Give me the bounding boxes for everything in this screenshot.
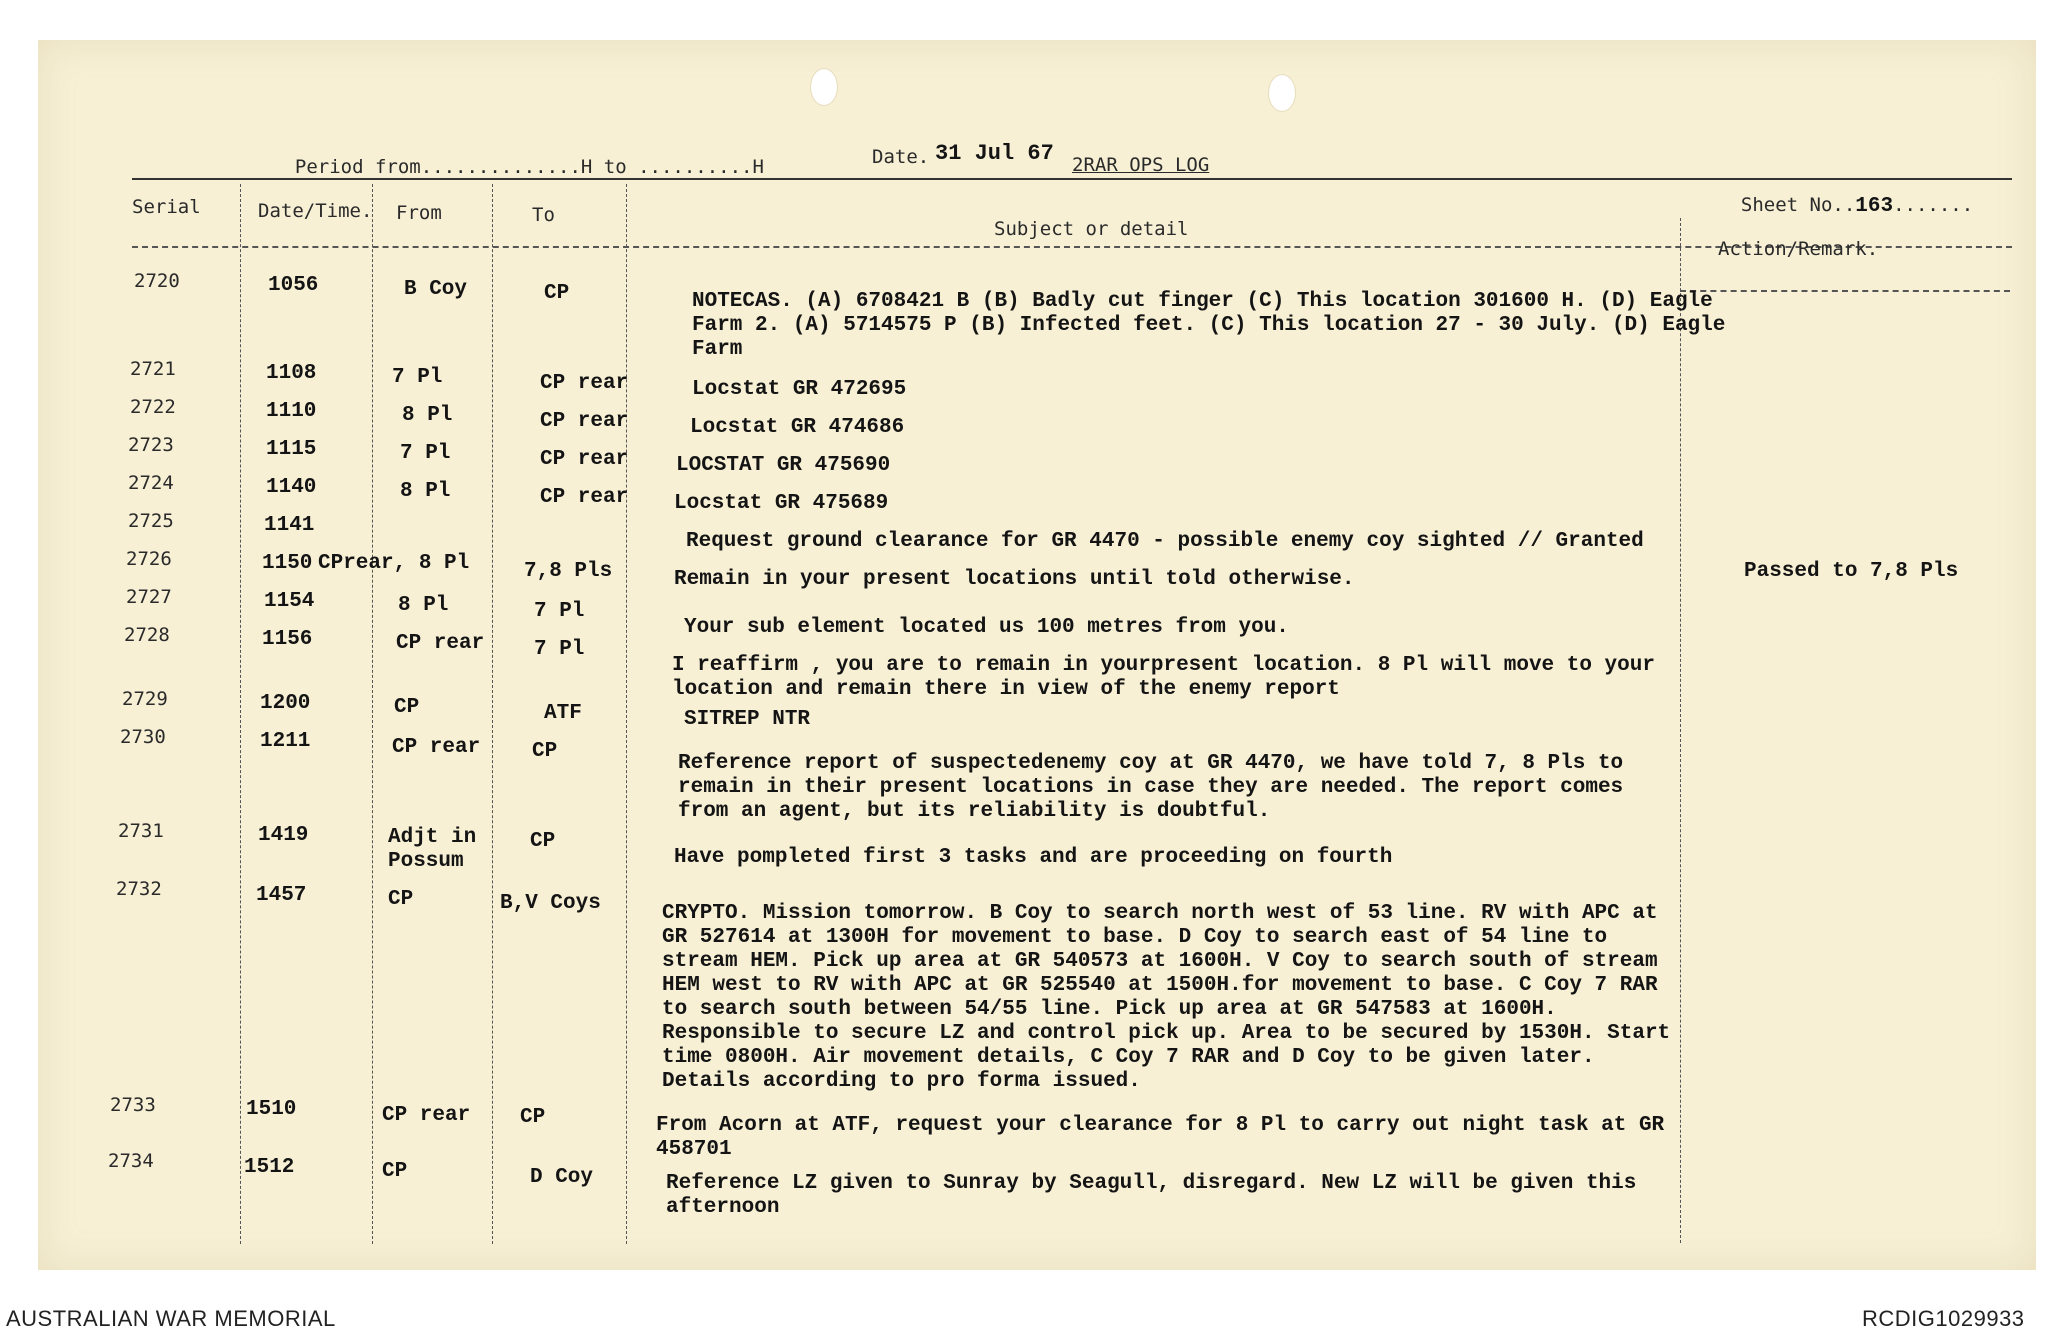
subject: From Acorn at ATF, request your clearance for 8 Pl to carry out night task at GR 458701 [656,1114,1665,1161]
subject: Reference LZ given to Sunray by Seagull, disregard. New LZ will be given this afternoon [666,1172,1637,1219]
time: 1154 [264,590,315,613]
period-label: Period from..............H to ..........H [294,156,764,178]
from: 7 Pl [392,366,443,389]
time: 1150 [262,552,313,575]
subject: SITREP NTR [684,708,811,731]
to: CP rear [540,448,629,471]
from: CP rear [392,736,481,759]
subject: Locstat GR 474686 [690,416,905,439]
time: 1141 [264,514,315,537]
from: CP [394,696,420,719]
from: 8 Pl [398,594,449,617]
to: 7,8 Pls [524,560,613,583]
serial: 2729 [122,688,168,710]
punch-hole-left [810,68,838,106]
col-divider-4 [626,184,627,1244]
subject: NOTECAS. (A) 6708421 B (B) Badly cut finger (C) This location 301600 H. (D) Eagle Farm 2. (A) 5714575 P (B) Infected feet. (C) This location 27 - 30 July. (D) Eagle Farm [692,290,1726,361]
col-header-from: From [396,202,442,224]
col-header-to: To [532,204,555,226]
subject: LOCSTAT GR 475690 [676,454,891,477]
serial: 2721 [130,358,176,380]
serial: 2720 [134,270,180,292]
to: 7 Pl [534,600,585,623]
time: 1211 [260,730,311,753]
from: 8 Pl [402,404,453,427]
from: 7 Pl [400,442,451,465]
serial: 2731 [118,820,164,842]
time: 1512 [244,1156,295,1179]
col-divider-5 [1680,218,1681,1243]
to: CP rear [540,486,629,509]
time: 1115 [266,438,317,461]
time: 1140 [266,476,317,499]
sheet-number-label: Sheet No..163....... [1740,194,1974,218]
serial: 2732 [116,878,162,900]
time: 1156 [262,628,313,651]
log-date: 31 Jul 67 [935,141,1054,166]
subject: Your sub element located us 100 metres from you. [684,616,1289,639]
subject: I reaffirm , you are to remain in yourpresent location. 8 Pl will move to your location and remain there in view of the enemy report [672,654,1655,701]
col-header-action: Action/Remark. [1718,238,1879,260]
to: D Coy [530,1166,594,1189]
col-divider-1 [240,184,241,1244]
time: 1200 [260,692,311,715]
from: 8 Pl [400,480,451,503]
to: CP rear [540,372,629,395]
col-divider-3 [492,184,493,1244]
date-label: Date. [872,146,930,168]
serial: 2725 [128,510,174,532]
from: CP [388,888,414,911]
col-header-subject: Subject or detail [994,218,1189,240]
col-header-serial: Serial [132,196,201,218]
action-remark: Passed to 7,8 Pls [1744,560,1959,583]
serial: 2730 [120,726,166,748]
to: CP [532,740,558,763]
subject: Locstat GR 475689 [674,492,889,515]
subject: Remain in your present locations until told otherwise. [674,568,1355,591]
top-rule [132,178,2012,180]
punch-hole-right [1268,74,1296,112]
to: 7 Pl [534,638,585,661]
subject: Reference report of suspectedenemy coy at GR 4470, we have told 7, 8 Pls to remain in their present locations in case they are needed. The report comes from an agent, but its reliability is doubtful. [678,752,1624,823]
time: 1457 [256,884,307,907]
serial: 2728 [124,624,170,646]
time: 1510 [246,1098,297,1121]
time: 1056 [268,274,319,297]
footer-right: RCDIG1029933 [1862,1306,2025,1331]
to: ATF [544,702,582,725]
from: B Coy [404,278,468,301]
serial: 2733 [110,1094,156,1116]
serial: 2724 [128,472,174,494]
serial: 2722 [130,396,176,418]
subject: Have pompleted first 3 tasks and are proceeding on fourth [674,846,1393,869]
to: CP [544,282,570,305]
from: CP [382,1160,408,1183]
from: CPrear, 8 Pl [318,552,470,575]
footer-left: AUSTRALIAN WAR MEMORIAL [6,1306,336,1331]
unit-title: 2RAR OPS LOG [1072,154,1210,176]
to: B,V Coys [500,892,601,915]
serial: 2723 [128,434,174,456]
subject: Locstat GR 472695 [692,378,907,401]
from: CP rear [382,1104,471,1127]
time: 1110 [266,400,317,423]
col-divider-2 [372,184,373,1244]
subject: Request ground clearance for GR 4470 - possible enemy coy sighted // Granted [686,530,1644,553]
to: CP rear [540,410,629,433]
col-header-datetime: Date/Time. [258,200,373,222]
to: CP [530,830,556,853]
serial: 2726 [126,548,172,570]
to: CP [520,1106,546,1129]
serial: 2727 [126,586,172,608]
from: Adjt in Possum [388,826,477,873]
serial: 2734 [108,1150,154,1172]
from: CP rear [396,632,485,655]
subject: CRYPTO. Mission tomorrow. B Coy to search north west of 53 line. RV with APC at GR 527614 at 1300H for movement to base. D Coy to search east of 54 line to stream HEM. Pick up area at GR 540573 at 1600H. V Coy to search south of stream HEM west to RV with APC at GR 525540 at 1500H.for movement to base. C Coy 7 RAR to search south between 54/55 line. Pick up area at GR 547583 at 1600H. Responsible to secure LZ and control pick up. Area to be secured by 1530H. Start time 0800H. Air movement details, C Coy 7 RAR and D Coy to be given later. Details according to pro forma issued. [662,902,1671,1093]
time: 1108 [266,362,317,385]
time: 1419 [258,824,309,847]
